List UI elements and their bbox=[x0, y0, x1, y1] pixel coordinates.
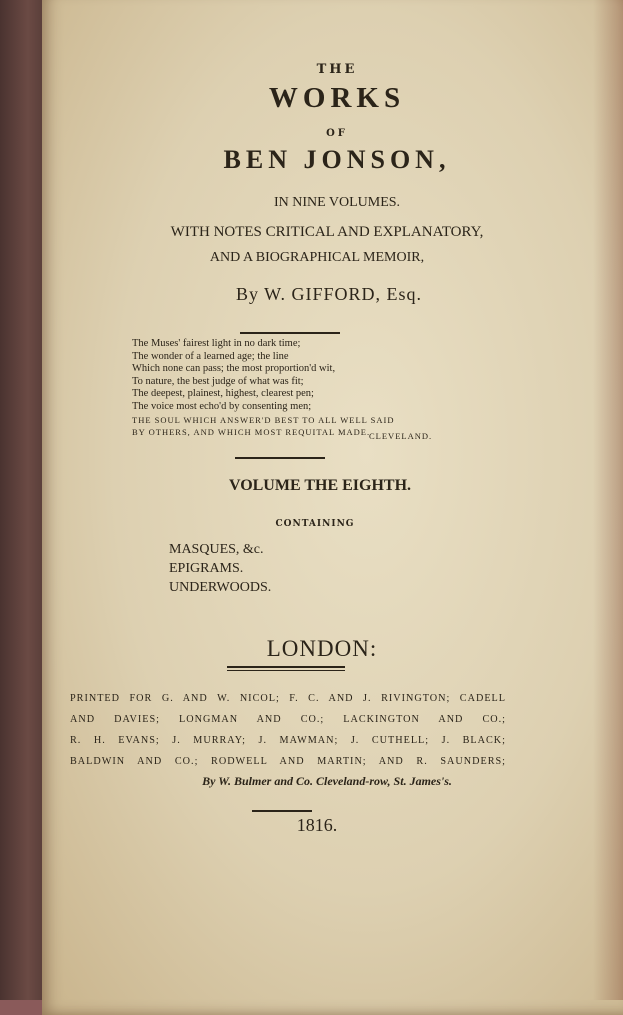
epigraph-line: To nature, the best judge of what was fit; bbox=[132, 375, 304, 387]
page-edge-shadow bbox=[593, 0, 623, 1000]
contents-item: MASQUES, &c. bbox=[169, 542, 264, 557]
epigraph bbox=[132, 338, 432, 439]
title-the: THE bbox=[316, 62, 358, 77]
epigraph-line: The voice most echo'd by consenting men; bbox=[132, 400, 312, 412]
printers-line: BALDWIN AND CO.; RODWELL AND MARTIN; AND R. SAUNDERS; bbox=[70, 756, 506, 767]
epigraph-line: BY OTHERS, AND WHICH MOST REQUITAL MADE. bbox=[132, 427, 371, 438]
printers-line: AND DAVIES; LONGMAN AND CO.; LACKINGTON AND CO.; bbox=[70, 714, 506, 725]
epigraph-citation: CLEVELAND. bbox=[369, 431, 433, 441]
contents-list bbox=[169, 540, 271, 597]
title-works: WORKS bbox=[268, 82, 406, 114]
epigraph-line: The Muses' fairest light in no dark time; bbox=[132, 338, 301, 349]
title-of: OF bbox=[326, 128, 348, 139]
divider-rule bbox=[252, 810, 312, 812]
epigraph-line: Which none can pass; the most proportion'd wit, bbox=[132, 363, 336, 375]
printer-line: By W. Bulmer and Co. Cleveland-row, St. James's. bbox=[202, 774, 452, 788]
imprint-city: LONDON: bbox=[266, 636, 378, 661]
double-rule bbox=[227, 670, 345, 671]
printers-line: R. H. EVANS; J. MURRAY; J. MAWMAN; J. CUTHELL; J. BLACK; bbox=[70, 735, 506, 746]
divider-rule bbox=[235, 457, 325, 459]
double-rule bbox=[227, 666, 345, 668]
memoir-line: AND A BIOGRAPHICAL MEMOIR, bbox=[209, 250, 425, 265]
volume-count: IN NINE VOLUMES. bbox=[273, 195, 401, 210]
notes-line: WITH NOTES CRITICAL AND EXPLANATORY, bbox=[170, 224, 484, 240]
containing-label: CONTAINING bbox=[275, 519, 355, 529]
volume-heading: VOLUME THE EIGHTH. bbox=[228, 477, 412, 494]
epigraph-line: The wonder of a learned age; the line bbox=[132, 350, 289, 362]
title-page bbox=[42, 0, 623, 1015]
contents-item: UNDERWOODS. bbox=[169, 580, 272, 595]
epigraph-line: THE SOUL WHICH ANSWER'D BEST TO ALL WELL SAID bbox=[132, 414, 395, 425]
contents-item: EPIGRAMS. bbox=[169, 561, 244, 576]
editor-line: By W. GIFFORD, Esq. bbox=[235, 284, 423, 304]
printers-list bbox=[70, 688, 506, 772]
publication-year: 1816. bbox=[296, 815, 338, 835]
epigraph-line: The deepest, plainest, highest, clearest pen; bbox=[132, 388, 314, 400]
author-name: BEN JONSON, bbox=[223, 145, 451, 174]
divider-rule bbox=[240, 332, 340, 334]
printers-line: PRINTED FOR G. AND W. NICOL; F. C. AND J. RIVINGTON; CADELL bbox=[70, 693, 506, 704]
